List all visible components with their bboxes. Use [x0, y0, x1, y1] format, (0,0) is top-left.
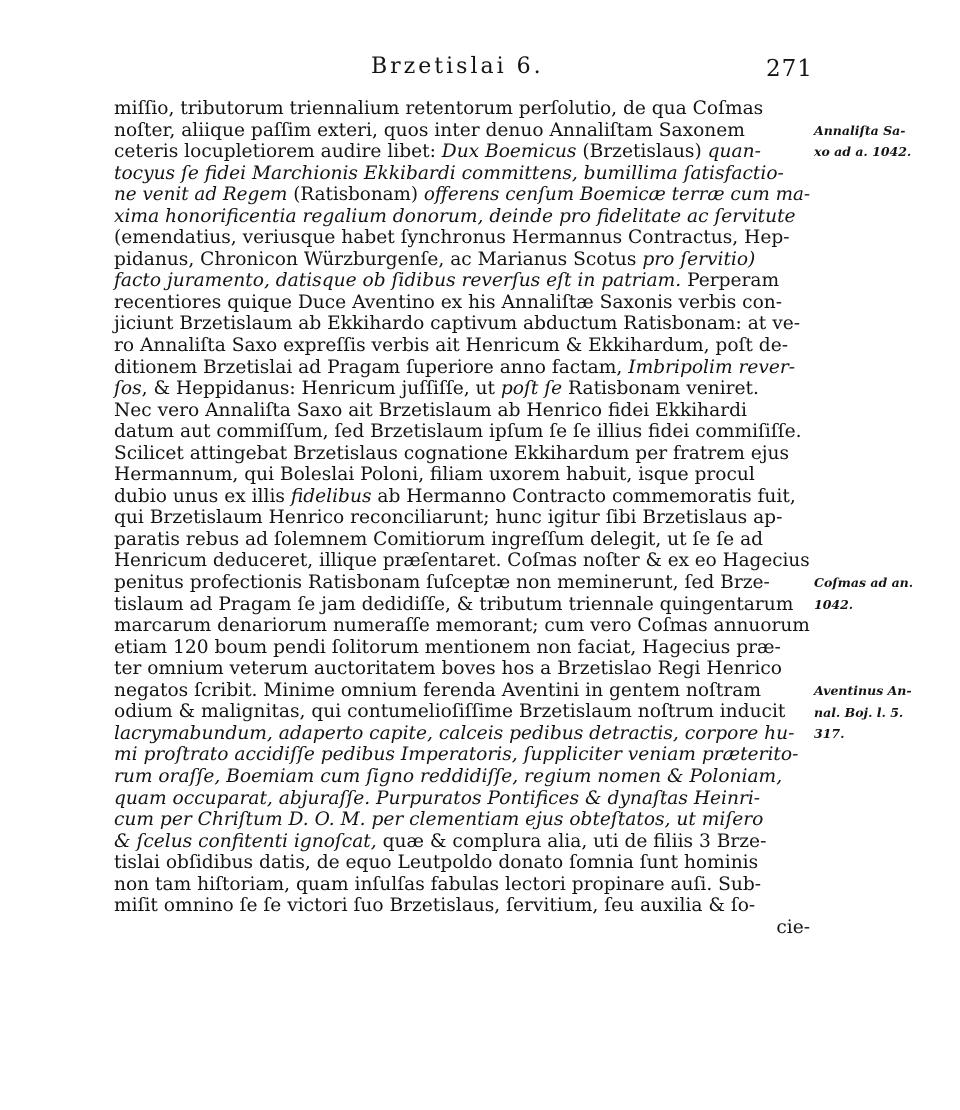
text-segment: (Ratisbonam)	[287, 184, 424, 206]
text-segment: ter omnium veterum auctoritatem boves hos a Brzetislao Regi Henrico	[114, 658, 783, 680]
text-line	[114, 701, 810, 723]
margin-note: 317.	[814, 726, 845, 742]
text-segment: pidanus, Chronicon Würzburgenſe, ac Marianus Scotus	[114, 248, 643, 270]
margin-note: Coſmas ad an.	[814, 575, 914, 591]
text-line	[114, 766, 810, 788]
body-text	[114, 98, 810, 938]
text-line	[114, 227, 810, 249]
text-segment: etiam 120 boum pendi ſolitorum mentionem non faciat, Hagecius præ-	[114, 636, 781, 658]
text-line	[114, 249, 810, 271]
text-line	[114, 163, 810, 185]
text-line	[114, 680, 810, 702]
italic-segment: Dux Boemicus	[441, 141, 577, 163]
text-line	[114, 486, 810, 508]
text-line	[114, 313, 810, 335]
italic-segment: pro ſervitio)	[642, 248, 756, 270]
italic-segment: offerens cenſum Boemicæ terræ cum ma-	[423, 184, 811, 206]
italic-segment: & ſcelus confitenti ignoſcat,	[114, 830, 377, 852]
italic-segment: tocyus ſe fidei Marchionis Ekkibardi committens, bumillima ſatisfactio-	[114, 162, 784, 184]
text-segment: (Brzetislaus)	[576, 141, 708, 163]
text-line	[114, 572, 810, 594]
text-line	[114, 550, 810, 572]
text-line	[114, 120, 810, 142]
text-line	[114, 378, 810, 400]
italic-segment: quam occuparat, abjuraſſe. Purpuratos Pontifices & dynaſtas Heinri-	[114, 787, 761, 809]
text-segment: penitus profectionis Ratisbonam ſuſceptæ non meminerunt, ſed Brze-	[114, 572, 770, 594]
text-segment: Perperam	[681, 270, 780, 292]
margin-note: Annaliſta Sa-	[814, 122, 906, 138]
margin-note: Aventinus An-	[814, 683, 912, 699]
text-line	[114, 184, 811, 206]
text-segment: recentiores quique Duce Aventino ex his Annaliſtæ Saxonis verbis con-	[114, 291, 783, 313]
text-line	[114, 206, 810, 228]
text-segment: miſit omnino ſe ſe victori ſuo Brzetislaus, ſervitium, ſeu auxilia & ſo-	[114, 895, 756, 917]
text-line	[114, 464, 810, 486]
text-line	[114, 809, 810, 831]
text-line	[114, 443, 810, 465]
italic-segment: mi proſtrato accidiſſe pedibus Imperatoris, ſuppliciter veniam præterito-	[114, 744, 799, 766]
text-line	[114, 141, 810, 163]
italic-segment: cum per Chriſtum D. O. M. per clementiam ejus obteſtatos, ut miſero	[114, 809, 764, 831]
text-segment: quæ & complura alia, uti de filiis 3 Brze-	[376, 830, 767, 852]
italic-segment: lacrymabundum, adaperto capite, calceis pedibus detractis, corpore hu-	[114, 722, 795, 744]
text-segment: datum aut commiſſum, ſed Brzetislaum ipſum ſe ſe illius fidei commiſiſſe.	[114, 421, 802, 443]
text-segment: miſſio, tributorum triennalium retentorum perſolutio, de qua Coſmas	[114, 98, 764, 119]
text-line	[114, 529, 810, 551]
page-number: 271	[766, 56, 813, 82]
text-segment: Scilicet attingebat Brzetislaus cognatione Ekkihardum per fratrem ejus	[114, 442, 790, 464]
text-line	[114, 507, 810, 529]
page-header	[0, 54, 960, 88]
text-line	[114, 852, 810, 874]
text-line	[114, 874, 810, 896]
italic-segment: fidelibus	[290, 485, 372, 507]
text-line	[114, 788, 810, 810]
italic-segment: quan-	[707, 141, 761, 163]
margin-note: nal. Boj. l. 5.	[814, 704, 904, 720]
italic-segment: Imbripolim rever-	[628, 356, 796, 378]
text-line	[114, 917, 810, 939]
italic-segment: rum oraſſe, Boemiam cum ſigno reddidiſſe, regium nomen & Poloniam,	[114, 765, 783, 787]
italic-segment: ſos	[114, 378, 142, 400]
italic-segment: ne venit ad Regem	[114, 184, 288, 206]
text-line	[114, 357, 810, 379]
text-segment: , & Heppidanus: Henricum juſſiſſe, ut	[141, 378, 501, 400]
text-line	[114, 292, 810, 314]
italic-segment: poſt ſe	[500, 378, 563, 400]
text-segment: (emendatius, veriusque habet ſynchronus Hermannus Contractus, Hep-	[114, 227, 790, 249]
text-segment: tislai obſidibus datis, de equo Leutpoldo donato ſomnia ſunt hominis	[114, 852, 759, 874]
text-line	[114, 594, 810, 616]
text-line	[114, 637, 810, 659]
italic-segment: xima honorificentia regalium donorum, deinde pro fidelitate ac ſervitute	[114, 205, 796, 227]
text-segment: Nec vero Annaliſta Saxo ait Brzetislaum ab Henrico fidei Ekkihardi	[114, 399, 747, 421]
margin-note: xo ad a. 1042.	[814, 144, 912, 160]
italic-segment: facto juramento, datisque ob ſidibus reverſus eſt in patriam.	[114, 270, 682, 292]
text-line	[114, 723, 810, 745]
text-line	[114, 270, 810, 292]
text-segment: ceteris locupletiorem audire libet:	[114, 141, 442, 163]
text-segment: negatos ſcribit. Minime omnium ferenda Aventini in gentem noſtram	[114, 679, 761, 701]
text-segment: odium & malignitas, qui contumelioſiſſime Brzetislaum noſtrum inducit	[114, 701, 786, 723]
text-line	[114, 421, 810, 443]
text-segment: noſter, aliique paſſim exteri, quos inter denuo Annaliſtam Saxonem	[114, 119, 745, 141]
margin-note: 1042.	[814, 596, 854, 612]
text-segment: dubio unus ex illis	[114, 485, 291, 507]
text-segment: Ratisbonam veniret.	[562, 378, 759, 400]
text-line	[114, 831, 810, 853]
text-line	[114, 895, 810, 917]
text-segment: ro Annaliſta Saxo expreſſis verbis ait Henricum & Ekkihardum, poſt de-	[114, 335, 788, 357]
text-segment: non tam hiſtoriam, quam inſulſas fabulas lectori propinare auſi. Sub-	[114, 873, 762, 895]
text-segment: tislaum ad Pragam ſe jam dedidiſſe, & tributum triennale quingentarum	[114, 593, 794, 615]
text-segment: ab Hermanno Contracto commemoratis fuit,	[371, 485, 796, 507]
text-line	[114, 744, 810, 766]
text-line	[114, 400, 810, 422]
text-segment: cie-	[776, 916, 810, 938]
text-line	[114, 658, 810, 680]
text-line	[114, 98, 810, 120]
text-segment: paratis rebus ad ſolemnem Comitiorum ingreſſum delegit, ut ſe ſe ad	[114, 528, 764, 550]
running-title: Brzetislai 6.	[371, 54, 544, 79]
text-segment: marcarum denariorum numeraſſe memorant; cum vero Coſmas annuorum	[114, 615, 810, 637]
text-line	[114, 615, 810, 637]
text-segment: ditionem Brzetislai ad Pragam ſuperiore anno factam,	[114, 356, 629, 378]
text-line	[114, 335, 810, 357]
text-segment: Henricum deduceret, illique præſentaret. Coſmas noſter & ex eo Hagecius	[114, 550, 810, 572]
text-segment: Hermannum, qui Boleslai Poloni, filiam uxorem habuit, isque procul	[114, 464, 755, 486]
text-segment: jiciunt Brzetislaum ab Ekkihardo captivum abductum Ratisbonam: at ve-	[114, 313, 800, 335]
text-segment: qui Brzetislaum Henrico reconciliarunt; hunc igitur ſibi Brzetislaus ap-	[114, 507, 783, 529]
